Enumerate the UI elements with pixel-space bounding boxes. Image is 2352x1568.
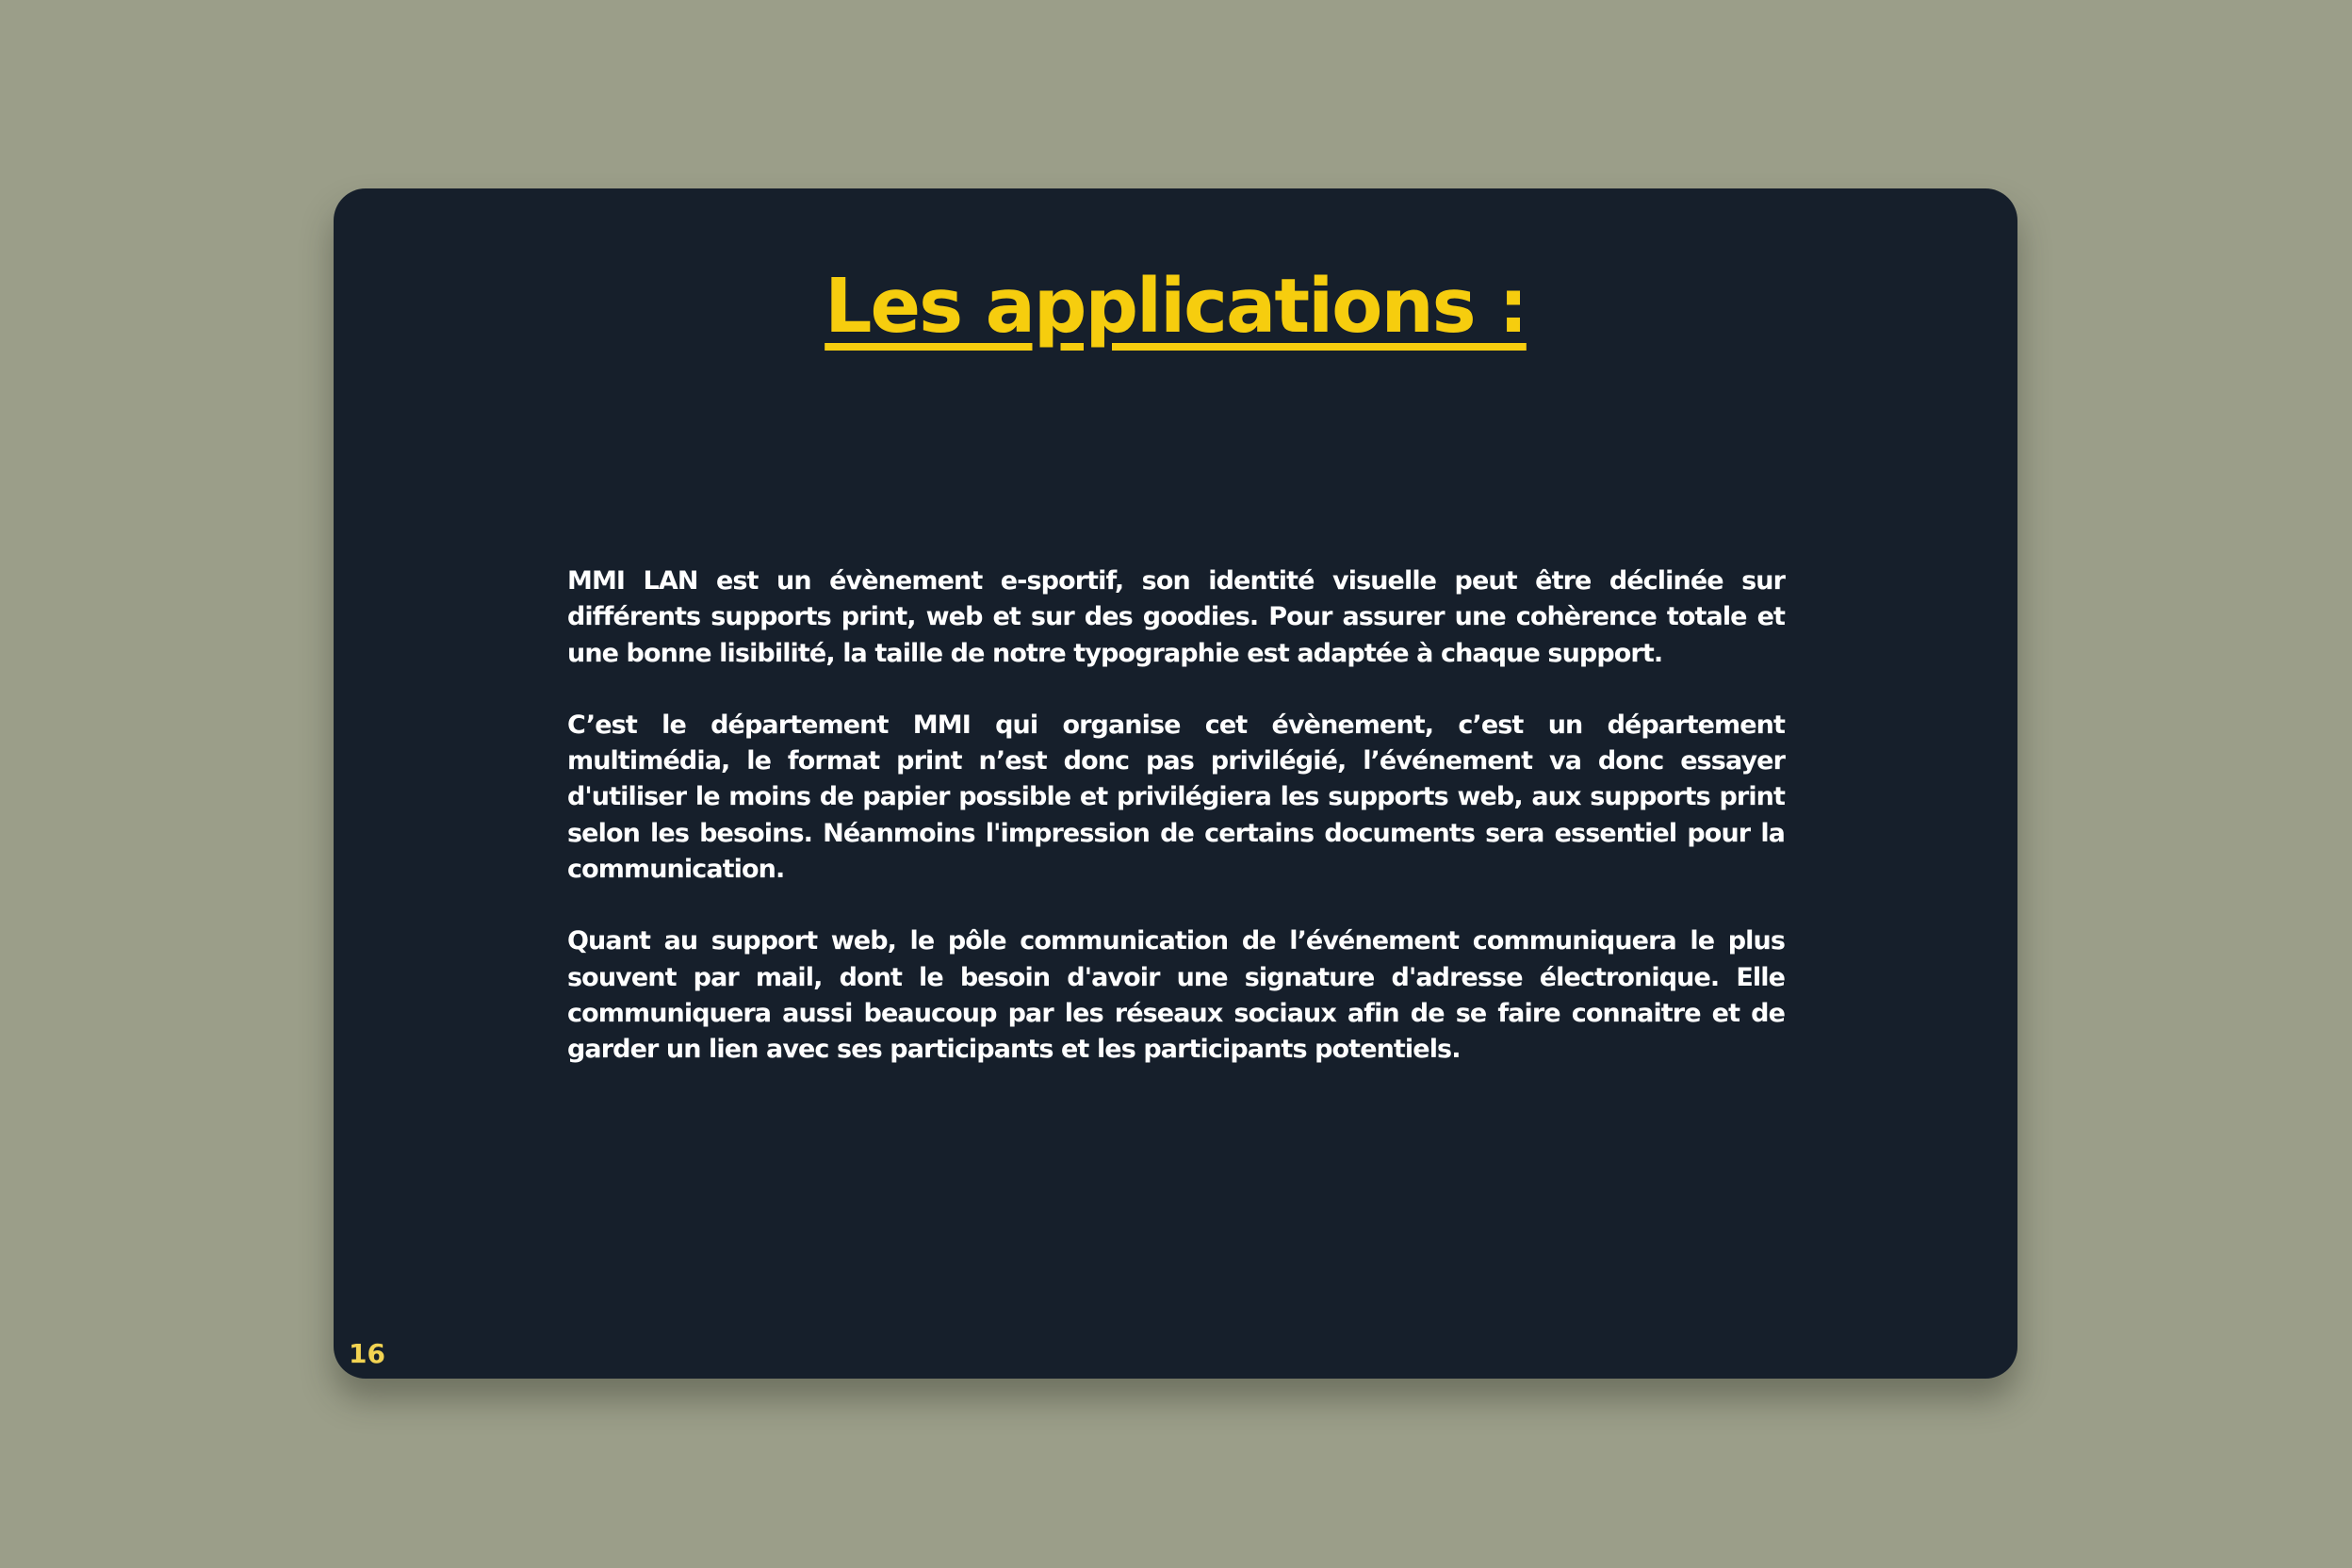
paragraph-3: Quant au support web, le pôle communication de l’événement communiquera le plus souvent par mail, dont le besoin d'avoir une signature d'adresse électronique. Elle communiquera aussi beaucoup par les réseaux sociaux afin de se faire connaitre et de garder un lien avec ses participants et les participants potentiels. (567, 926, 1785, 1065)
slide-title: Les applications : (825, 263, 1527, 350)
slide-card (334, 188, 2017, 1379)
paragraph-2: C’est le département MMI qui organise cet évènement, c’est un département multimédia, le format print n’est donc pas privilégié, l’événement va donc essayer d'utiliser le moins de papier possible et privilégiera les supports web, aux supports print selon les besoins. Néanmoins l'impression de certains documents sera essentiel pour la communication. (567, 710, 1785, 885)
paragraph-1: MMI LAN est un évènement e-sportif, son identité visuelle peut être déclinée sur différents supports print, web et sur des goodies. Pour assurer une cohèrence totale et une bonne lisibilité, la taille de notre typographie est adaptée à chaque support. (567, 566, 1785, 668)
page-number: 16 (349, 1338, 385, 1369)
body-text (567, 564, 1785, 1104)
